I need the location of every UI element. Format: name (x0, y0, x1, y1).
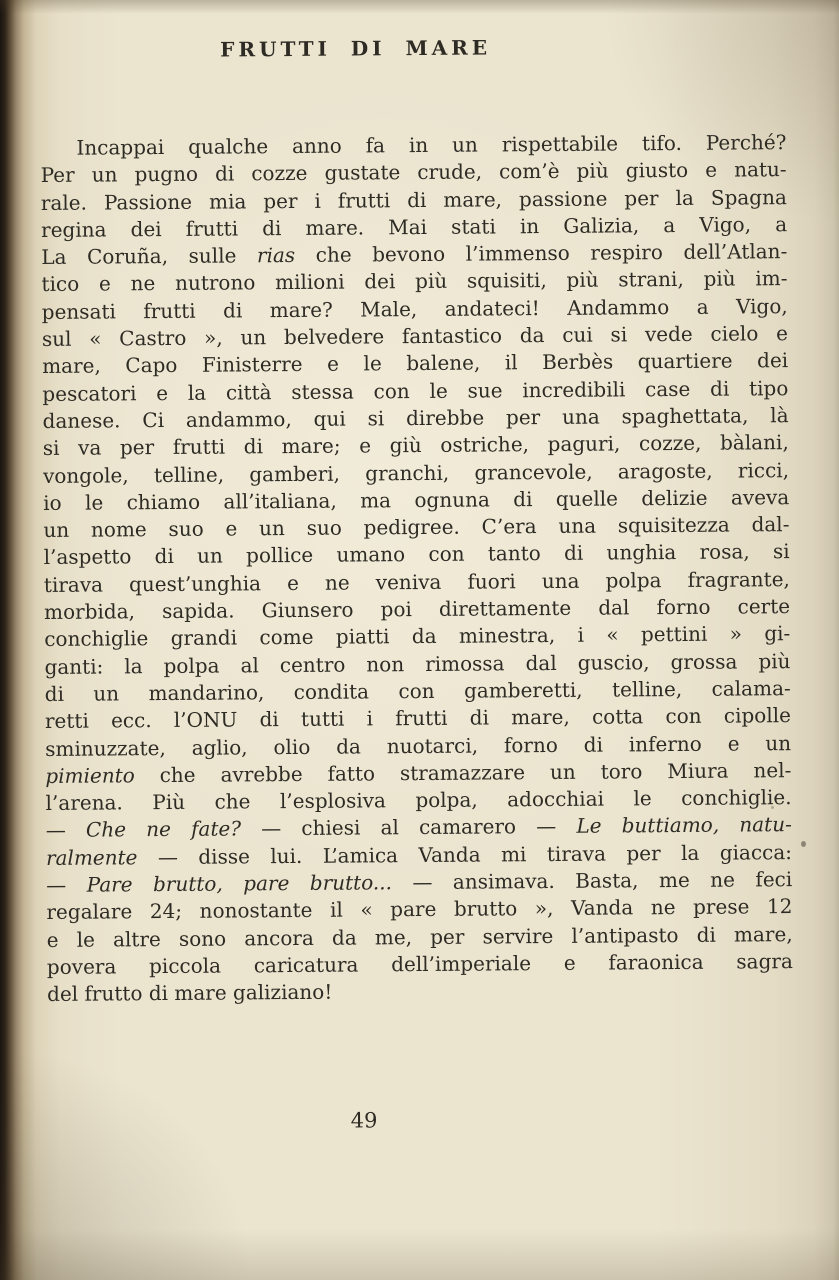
text-run: sminuzzate, aglio, olio da nuotarci, forno di inferno e un (45, 730, 792, 761)
text-run: danese. Ci andammo, qui si direbbe per una spaghettata, là (42, 403, 789, 433)
text-run: — (45, 818, 87, 843)
text-run: e le altre sono ancora da me, per servire l’antipasto di mare, (46, 921, 793, 952)
text-run: si va per frutti di mare; e giù ostriche, paguri, cozze, bàlani, (42, 430, 789, 461)
text-run: povera piccola caricatura dell’imperiale e faraonica sagra (46, 948, 793, 979)
text-run: di un mandarino, condita con gamberetti, telline, calama- (44, 676, 791, 706)
italic-text-run: Le buttiamo, natu- (576, 812, 792, 839)
text-run: tirava quest’unghia e ne veniva fuori una polpa fragrante, (43, 566, 790, 597)
italic-text-run: Che ne fate? (85, 816, 242, 843)
text-run: ganti: la polpa al centro non rimossa dal guscio, grossa più (44, 648, 791, 679)
text-run: mare, Capo Finisterre e le balene, il Berbès quartiere dei (42, 348, 789, 379)
text-run: morbida, sapida. Giunsero poi direttamente dal forno certe (43, 594, 791, 624)
text-run: — chiesi al camarero — (240, 814, 577, 841)
text-run: La Coruña, sulle (41, 243, 258, 270)
text-run: un nome suo e un suo pedigree. C’era una squisitezza dal- (43, 512, 790, 543)
text-run: del frutto di mare galiziano! (46, 979, 333, 1007)
text-run: — disse lui. L’amica Vanda mi tirava per la giacca: (137, 839, 793, 869)
text-run: pensati frutti di mare? Male, andateci! Andammo a Vigo, (41, 293, 788, 324)
italic-text-run: ralmente (45, 844, 138, 870)
text-run: conchiglie grandi come piatti da minestra, i « pettini » gi- (44, 621, 791, 652)
body-text (40, 129, 793, 1008)
text-run: che bevono l’immenso respiro dell’Atlan- (295, 239, 788, 268)
page-title: FRUTTI DI MARE (220, 35, 492, 62)
body-lines (40, 129, 793, 1008)
text-run: vongole, telline, gamberi, granchi, grancevole, aragoste, ricci, (42, 457, 790, 488)
text-run: l’aspetto di un pollice umano con tanto di unghia rosa, si (43, 539, 790, 570)
text-run: che avrebbe fatto stramazzare un toro Miura nel- (134, 757, 792, 788)
text-line (47, 975, 793, 1008)
text-run: — ansimava. Basta, me ne feci (391, 867, 793, 895)
text-run: retti ecc. l’ONU di tutti i frutti di mare, cotta con cipolle (44, 703, 792, 734)
paper-speck (771, 806, 774, 809)
text-run: tico e ne nutrono milioni dei più squisiti, più strani, più im- (41, 266, 788, 297)
italic-text-run: rias (256, 243, 296, 268)
text-run: io le chiamo all’italiana, ma ognuna di quelle delizie aveva (43, 484, 790, 515)
text-run: pescatori e la città stessa con le sue incredibili case di tipo (42, 375, 789, 406)
text-run: rale. Passione mia per i frutti di mare, passione per la Spagna (40, 184, 787, 215)
text-run: sul « Castro », un belvedere fantastico da cui si vede cielo e (41, 321, 789, 352)
text-run: Per un pugno di cozze gustate crude, com’è più giusto e natu- (40, 157, 787, 188)
text-run: — (46, 872, 87, 897)
text-run: Incappai qualche anno fa in un rispettabile tifo. Perché? (76, 130, 787, 160)
italic-text-run: Pare brutto, pare brutto... (86, 870, 393, 897)
italic-text-run: pimiento (45, 763, 135, 788)
text-run: l’arena. Più che l’esplosiva polpa, adocchiai le conchiglie. (45, 785, 792, 816)
paper-speck (801, 841, 806, 847)
page-number: 49 (350, 1108, 378, 1133)
text-run: regina dei frutti di mare. Mai stati in Galizia, a Vigo, a (40, 211, 788, 242)
text-run: regalare 24; nonostante il « pare brutto », Vanda ne prese 12 (46, 894, 793, 925)
